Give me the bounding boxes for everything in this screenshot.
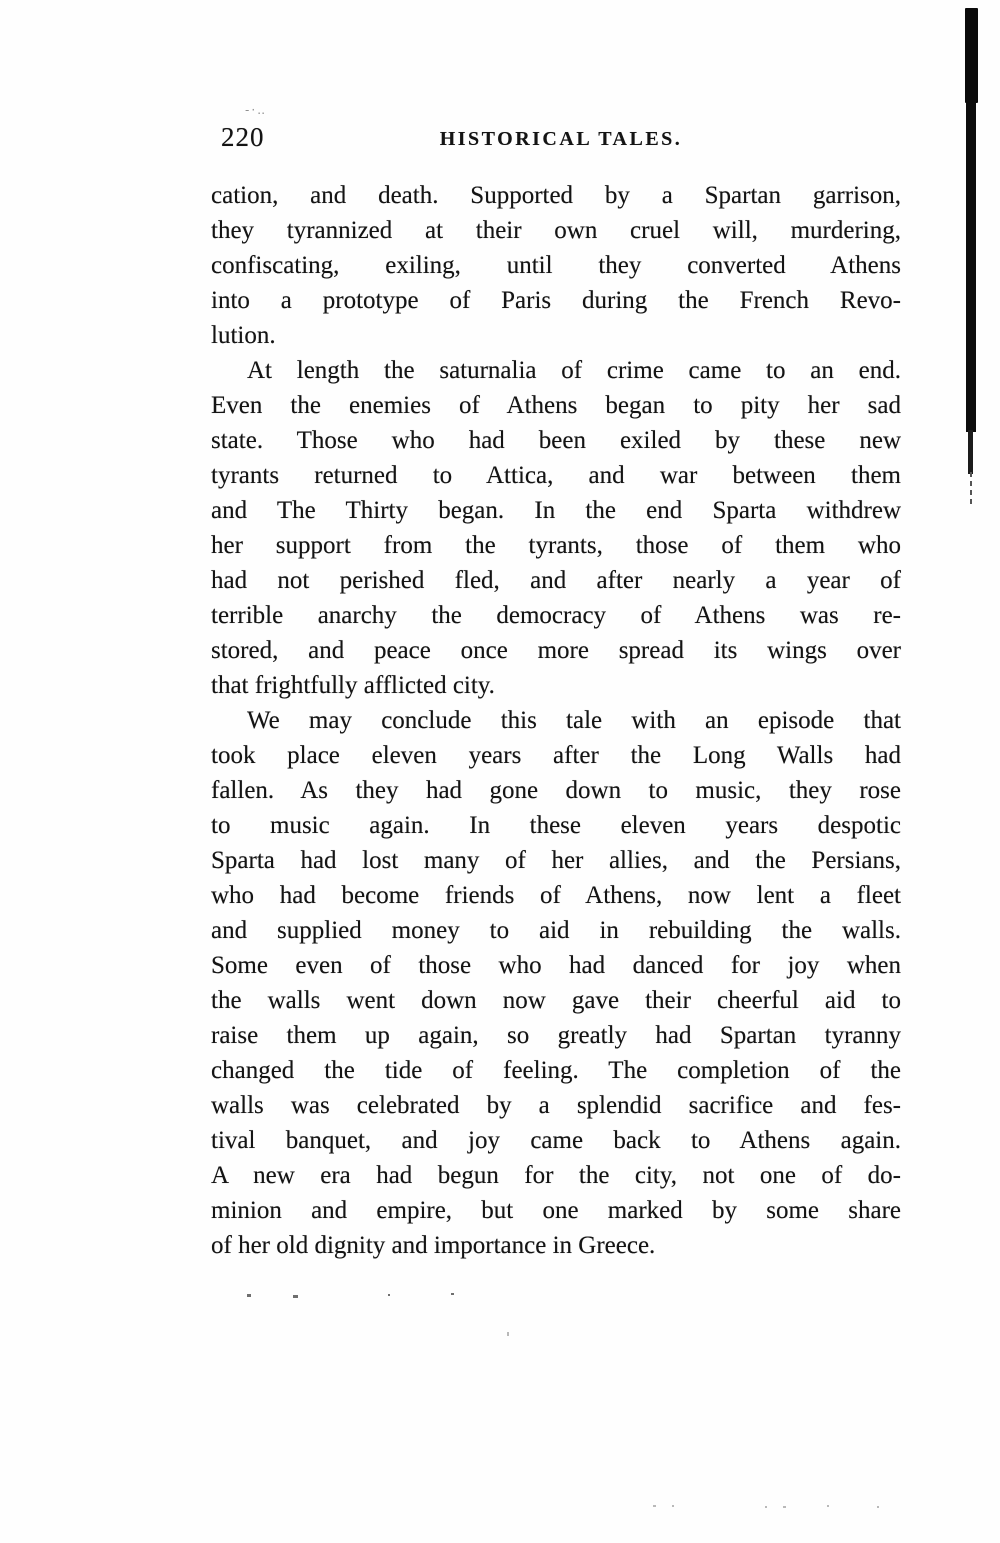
text-line: and The Thirty began. In the end Sparta withdrew [211,497,901,524]
scan-speck [451,1293,454,1295]
scan-speck [765,1506,767,1508]
text-line: fallen. As they had gone down to music, they rose [211,777,901,804]
text-line: her support from the tyrants, those of them who [211,532,901,559]
text-line: cation, and death. Supported by a Spartan garrison, [211,182,901,209]
text-line: that frightfully afflicted city. [211,672,495,699]
text-line: At length the saturnalia of crime came to an end. [247,357,901,384]
scan-speck [877,1506,879,1508]
text-line: took place eleven years after the Long Walls had [211,742,901,769]
text-line: raise them up again, so greatly had Spartan tyranny [211,1022,901,1049]
text-line: the walls went down now gave their cheerful aid to [211,987,901,1014]
scan-speck [247,1294,251,1297]
text-line: Even the enemies of Athens began to pity her sad [211,392,901,419]
text-line: and supplied money to aid in rebuilding the walls. [211,917,901,944]
scan-speck [293,1295,298,1298]
text-line: minion and empire, but one marked by some share [211,1197,901,1224]
scan-squiggle-mark: -·‥ [245,103,268,117]
text-line: changed the tide of feeling. The completion of the [211,1057,901,1084]
text-line: tival banquet, and joy came back to Athens again. [211,1127,901,1154]
text-line: who had become friends of Athens, now lent a fleet [211,882,901,909]
scan-artifact-bar-top [965,8,978,103]
text-line: had not perished fled, and after nearly a year of [211,567,901,594]
text-line: Sparta had lost many of her allies, and the Persians, [211,847,901,874]
text-line: into a prototype of Paris during the French Revo- [211,287,901,314]
text-line: A new era had begun for the city, not one of do- [211,1162,901,1189]
text-line: they tyrannized at their own cruel will, murdering, [211,217,901,244]
text-line: tyrants returned to Attica, and war between them [211,462,901,489]
scan-speck [827,1505,829,1507]
text-line: terrible anarchy the democracy of Athens was re- [211,602,901,629]
scan-speck [653,1505,656,1507]
running-header-title: HISTORICAL TALES. [439,128,683,150]
text-line: to music again. In these eleven years despotic [211,812,901,839]
page-number: 220 [221,122,265,152]
text-line: Some even of those who had danced for joy when [211,952,901,979]
scan-artifact-bar-taper [968,430,973,474]
text-line: of her old dignity and importance in Greece. [211,1232,656,1259]
scan-speck [507,1332,509,1336]
text-line: stored, and peace once more spread its wings over [211,637,901,664]
scan-artifact-bar-tail [970,472,972,506]
text-line: lution. [211,322,276,349]
text-line: confiscating, exiling, until they converted Athens [211,252,901,279]
scan-speck [783,1506,786,1508]
scan-artifact-bar-mid [966,100,976,432]
text-line: walls was celebrated by a splendid sacrifice and fes- [211,1092,901,1119]
page-text [211,178,901,1263]
scan-speck [388,1294,390,1296]
scan-speck [672,1505,674,1507]
text-line: We may conclude this tale with an episode that [247,707,901,734]
text-line: state. Those who had been exiled by these new [211,427,901,454]
